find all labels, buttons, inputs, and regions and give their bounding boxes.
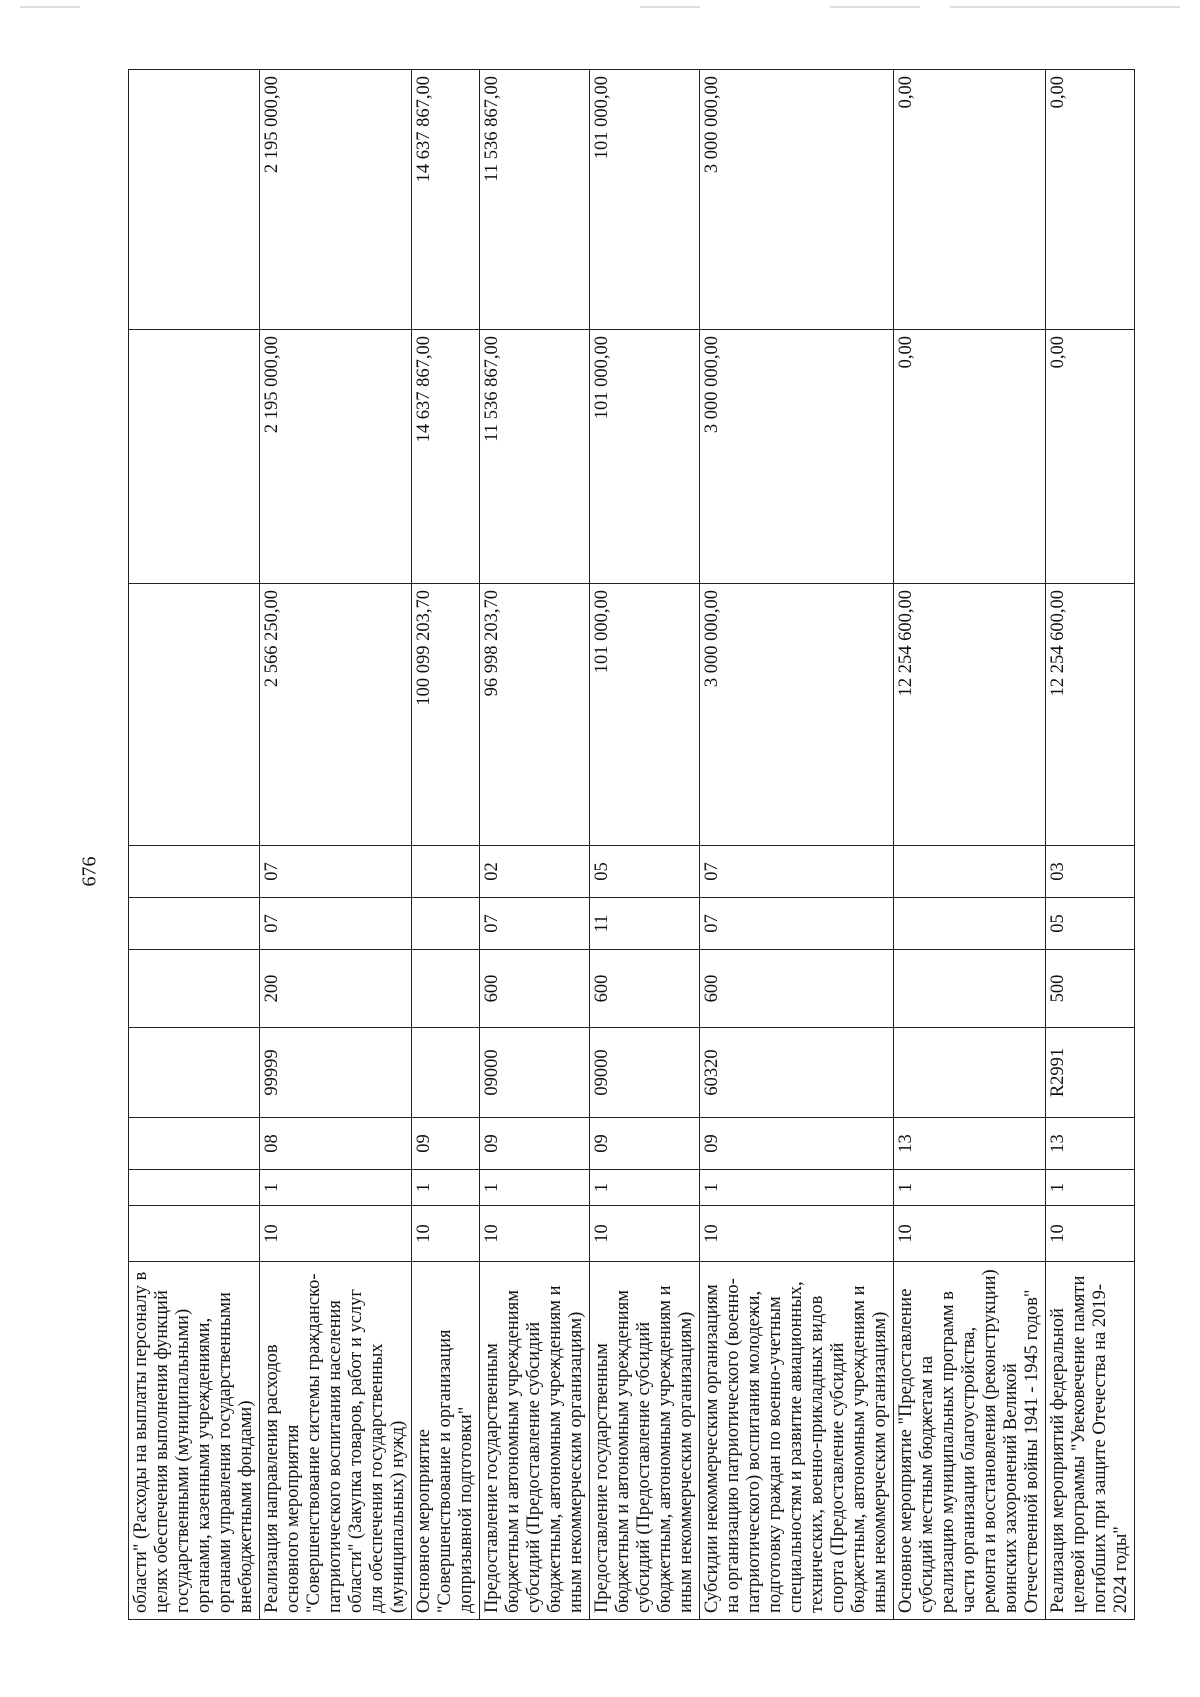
- table-row: [412, 70, 480, 1620]
- code-expense-type: [894, 950, 1046, 1028]
- code-pp: [129, 1170, 260, 1206]
- code-direction: 60320: [700, 1028, 894, 1118]
- code-gp: 10: [1046, 1206, 1135, 1262]
- code-section: 07: [480, 898, 590, 950]
- code-pp: 1: [700, 1170, 894, 1206]
- code-section: 05: [1046, 898, 1135, 950]
- amount-year-3: 14 637 867,00: [412, 70, 480, 330]
- amount-year-3: 11 536 867,00: [480, 70, 590, 330]
- code-om: 13: [1046, 1118, 1135, 1170]
- amount-year-1: 3 000 000,00: [700, 584, 894, 846]
- code-pp: 1: [480, 1170, 590, 1206]
- code-direction: 99999: [260, 1028, 412, 1118]
- code-gp: 10: [700, 1206, 894, 1262]
- code-pp: 1: [894, 1170, 1046, 1206]
- code-direction: 09000: [590, 1028, 700, 1118]
- row-name: Реализация направления расходов основного мероприятия "Совершенствование системы гражданско-патриотического воспитания населения области" (Закупка товаров, работ и услуг для обеспечения государственных (муниципальных) нужд): [260, 1262, 412, 1620]
- code-om: 09: [700, 1118, 894, 1170]
- amount-year-1: 12 254 600,00: [894, 584, 1046, 846]
- scan-artifact: [640, 6, 700, 8]
- code-om: 09: [590, 1118, 700, 1170]
- code-expense-type: 600: [590, 950, 700, 1028]
- code-subsection: 03: [1046, 846, 1135, 898]
- code-expense-type: 600: [700, 950, 894, 1028]
- code-subsection: [412, 846, 480, 898]
- table-row: [480, 70, 590, 1620]
- amount-year-1: 100 099 203,70: [412, 584, 480, 846]
- code-pp: 1: [1046, 1170, 1135, 1206]
- code-gp: 10: [480, 1206, 590, 1262]
- code-expense-type: 200: [260, 950, 412, 1028]
- amount-year-1: 96 998 203,70: [480, 584, 590, 846]
- code-direction: [412, 1028, 480, 1118]
- amount-year-2: [129, 330, 260, 584]
- row-name: Субсидии некоммерческим организациям на организацию патриотического (военно-патриотического) воспитания молодежи, подготовку граждан по военно-учетным специальностям и развитие авиационных, технических, военно-прикладных видов спорта (Предоставление субсидий бюджетным, автономным учреждениям и иным некоммерческим организациям): [700, 1262, 894, 1620]
- row-name: области" (Расходы на выплаты персоналу в целях обеспечения выполнения функций государственными (муниципальными) органами, казенными учреждениями, органами управления государственными внебюджетными фондами): [129, 1262, 260, 1620]
- table-row: [1046, 70, 1135, 1620]
- code-expense-type: [129, 950, 260, 1028]
- code-subsection: [129, 846, 260, 898]
- code-section: [412, 898, 480, 950]
- amount-year-1: 2 566 250,00: [260, 584, 412, 846]
- amount-year-2: 14 637 867,00: [412, 330, 480, 584]
- table-row: [590, 70, 700, 1620]
- amount-year-2: 3 000 000,00: [700, 330, 894, 584]
- budget-table-rotated: [128, 70, 1131, 1620]
- code-direction: R2991: [1046, 1028, 1135, 1118]
- amount-year-1: [129, 584, 260, 846]
- amount-year-3: [129, 70, 260, 330]
- code-gp: 10: [260, 1206, 412, 1262]
- amount-year-1: 101 000,00: [590, 584, 700, 846]
- table-row: [260, 70, 412, 1620]
- code-section: 11: [590, 898, 700, 950]
- scan-artifact: [950, 6, 1180, 8]
- amount-year-2: 0,00: [894, 330, 1046, 584]
- code-subsection: 07: [260, 846, 412, 898]
- code-subsection: 05: [590, 846, 700, 898]
- row-name: Основное мероприятие "Совершенствование и организация допризывной подготовки": [412, 1262, 480, 1620]
- code-direction: 09000: [480, 1028, 590, 1118]
- row-name: Основное мероприятие "Предоставление субсидий местным бюджетам на реализацию муниципальных программ в части организации благоустройства, ремонта и восстановления (реконструкции) воинских захоронений Великой Отечественной войны 1941 - 1945 годов": [894, 1262, 1046, 1620]
- row-name: Реализация мероприятий федеральной целевой программы "Увековечение памяти погибших при защите Отечества на 2019-2024 годы": [1046, 1262, 1135, 1620]
- table-row: [129, 70, 260, 1620]
- code-direction: [894, 1028, 1046, 1118]
- table-row: [894, 70, 1046, 1620]
- scan-artifact: [830, 6, 920, 8]
- row-name: Предоставление государственным бюджетным и автономным учреждениям субсидий (Предоставление субсидий бюджетным, автономным учреждениям и иным некоммерческим организациям): [480, 1262, 590, 1620]
- code-expense-type: 600: [480, 950, 590, 1028]
- code-om: 09: [480, 1118, 590, 1170]
- amount-year-2: 11 536 867,00: [480, 330, 590, 584]
- code-om: 08: [260, 1118, 412, 1170]
- code-gp: [129, 1206, 260, 1262]
- code-gp: 10: [590, 1206, 700, 1262]
- budget-table: [128, 69, 1135, 1620]
- code-section: 07: [700, 898, 894, 950]
- code-pp: 1: [260, 1170, 412, 1206]
- code-gp: 10: [412, 1206, 480, 1262]
- code-gp: 10: [894, 1206, 1046, 1262]
- amount-year-3: 3 000 000,00: [700, 70, 894, 330]
- code-om: 13: [894, 1118, 1046, 1170]
- row-name: Предоставление государственным бюджетным и автономным учреждениям субсидий (Предоставление субсидий бюджетным, автономным учреждениям и иным некоммерческим организациям): [590, 1262, 700, 1620]
- code-section: [894, 898, 1046, 950]
- code-pp: 1: [590, 1170, 700, 1206]
- scan-artifact: [20, 6, 80, 8]
- amount-year-2: 2 195 000,00: [260, 330, 412, 584]
- amount-year-3: 101 000,00: [590, 70, 700, 330]
- amount-year-3: 2 195 000,00: [260, 70, 412, 330]
- page-number: 676: [78, 856, 101, 887]
- code-subsection: 02: [480, 846, 590, 898]
- code-expense-type: [412, 950, 480, 1028]
- table-row: [700, 70, 894, 1620]
- code-om: [129, 1118, 260, 1170]
- code-section: [129, 898, 260, 950]
- amount-year-1: 12 254 600,00: [1046, 584, 1135, 846]
- amount-year-3: 0,00: [894, 70, 1046, 330]
- code-expense-type: 500: [1046, 950, 1135, 1028]
- amount-year-2: 101 000,00: [590, 330, 700, 584]
- amount-year-2: 0,00: [1046, 330, 1135, 584]
- code-pp: 1: [412, 1170, 480, 1206]
- code-direction: [129, 1028, 260, 1118]
- amount-year-3: 0,00: [1046, 70, 1135, 330]
- code-section: 07: [260, 898, 412, 950]
- code-om: 09: [412, 1118, 480, 1170]
- code-subsection: 07: [700, 846, 894, 898]
- code-subsection: [894, 846, 1046, 898]
